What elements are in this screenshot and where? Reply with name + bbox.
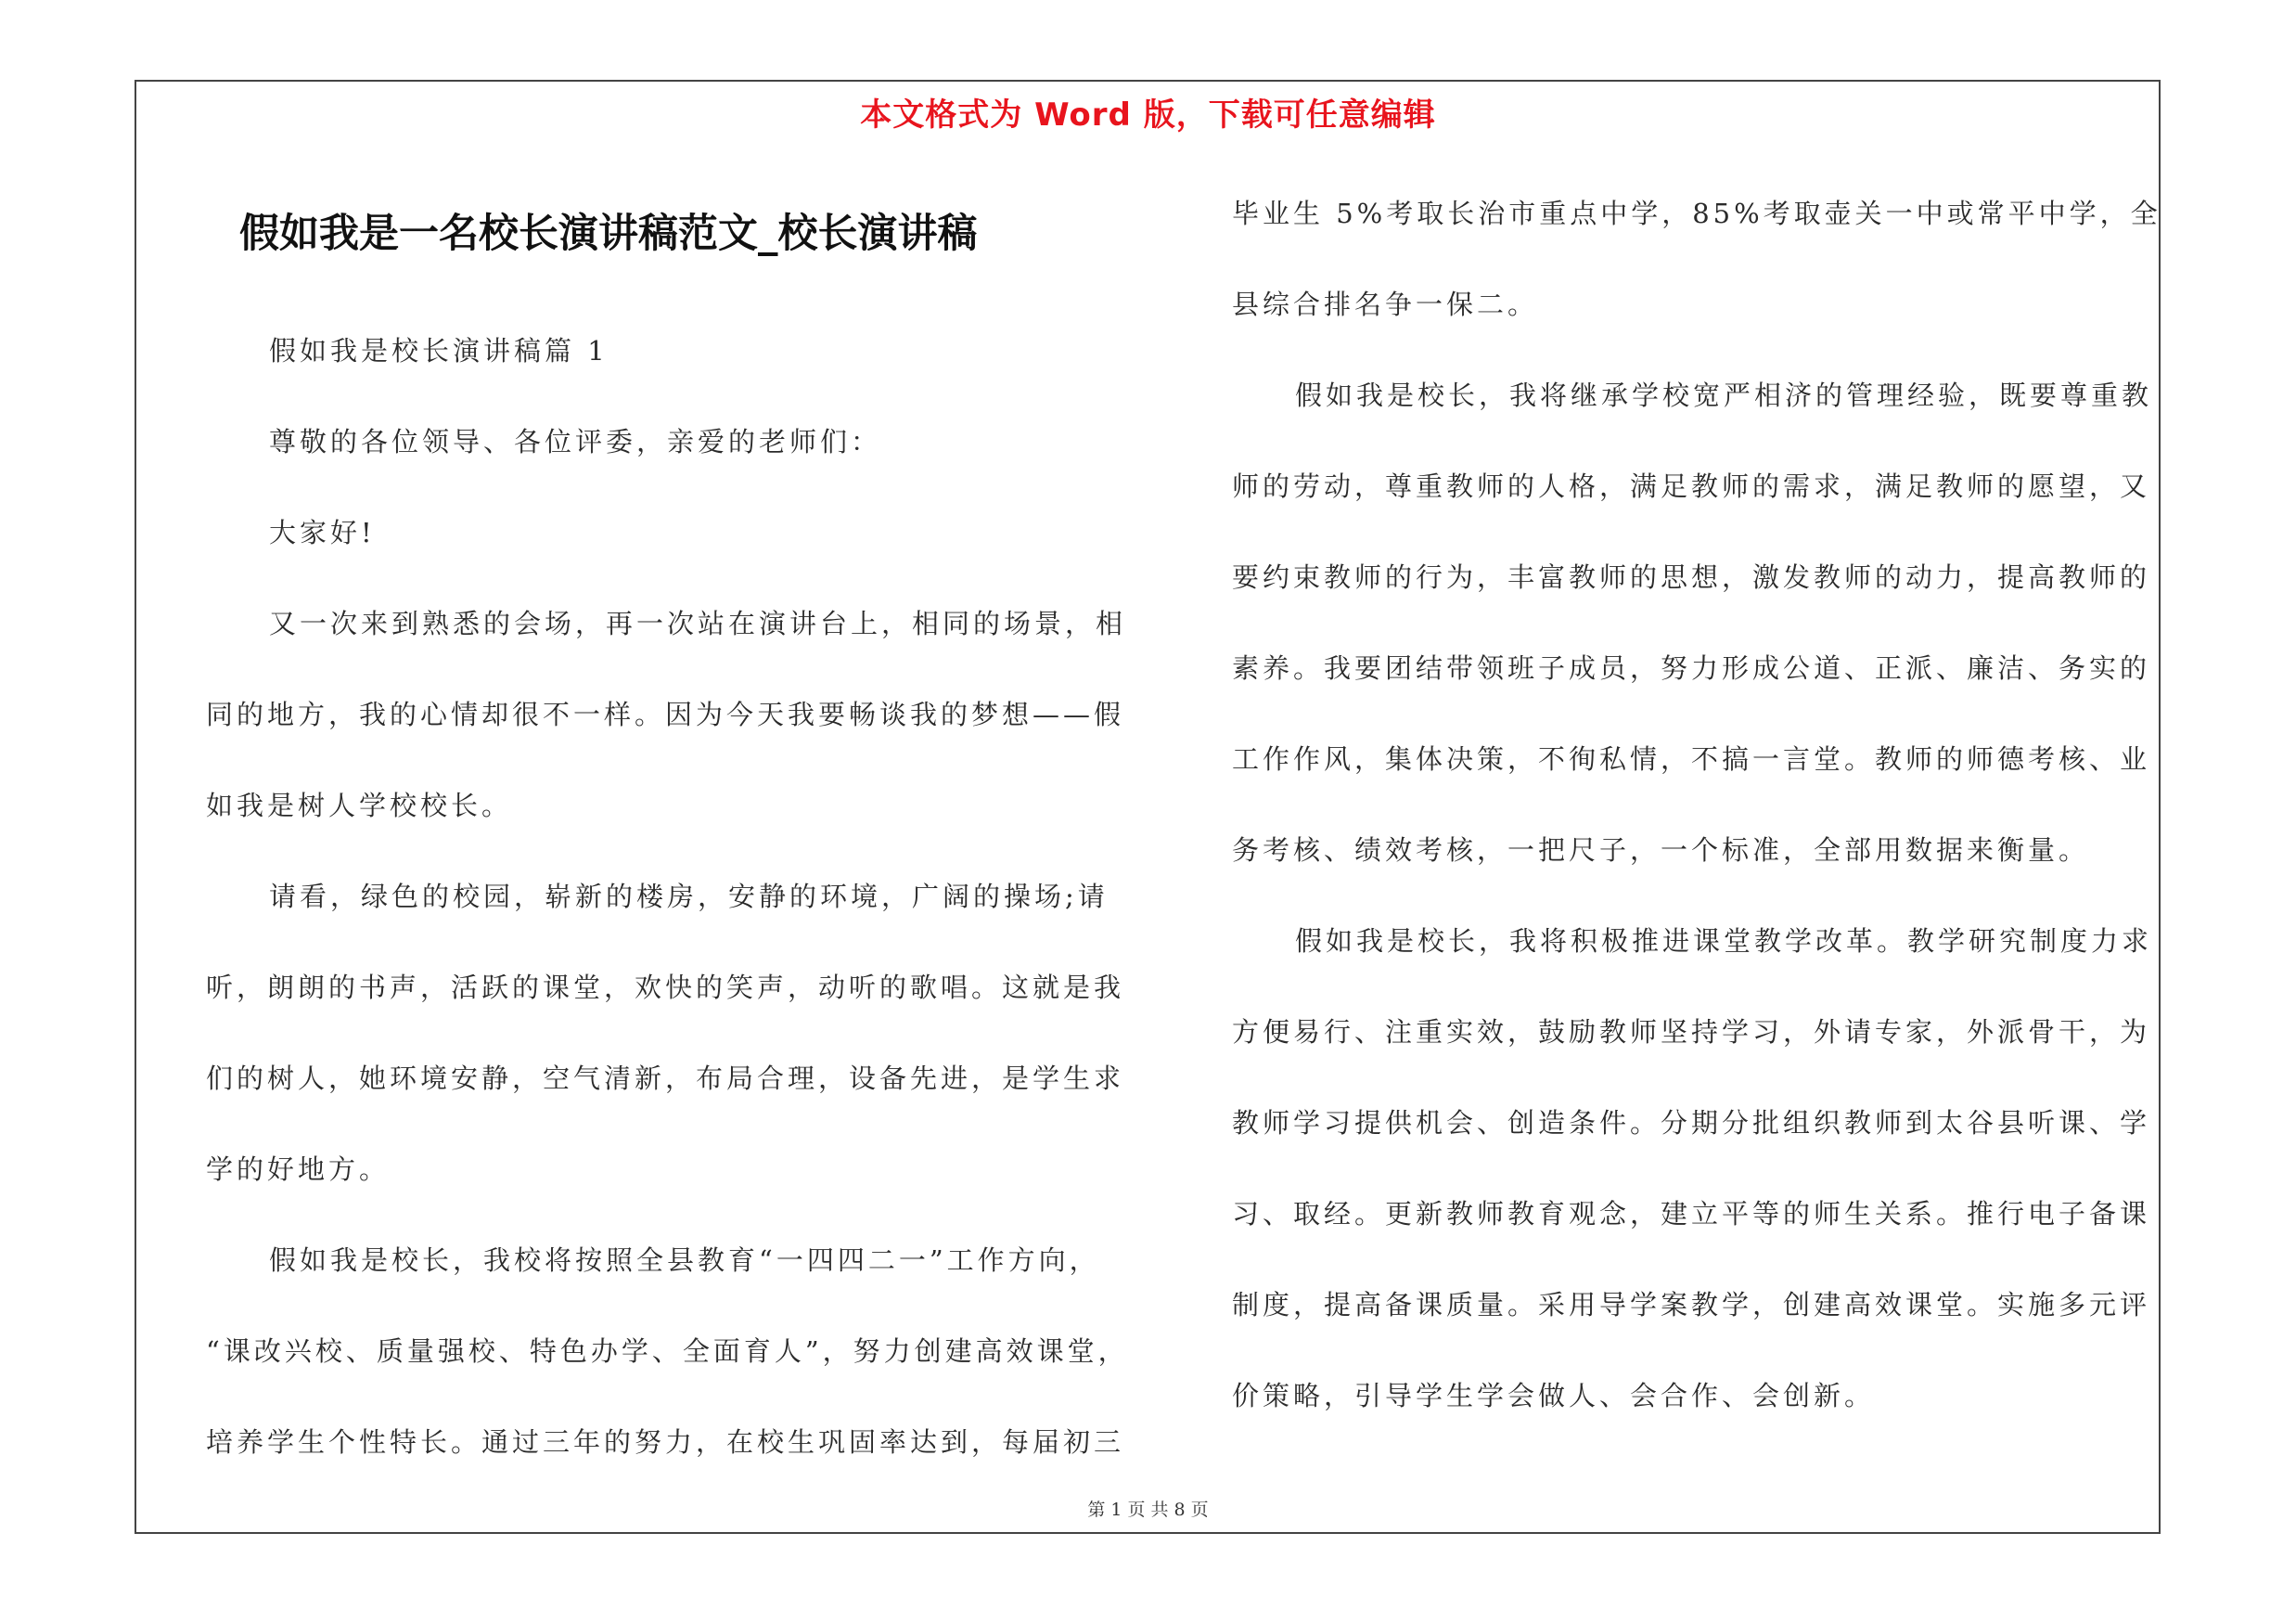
right-line: 习、取经。更新教师教育观念，建立平等的师生关系。推行电子备课 [1232, 1198, 2151, 1230]
left-line: 如我是树人学校校长。 [206, 790, 513, 821]
left-line: 假如我是校长，我校将按照全县教育“一四四二一”工作方向， [269, 1244, 1100, 1276]
right-line: 方便易行、注重实效，鼓励教师坚持学习，外请专家，外派骨干，为 [1232, 1016, 2151, 1048]
right-line: 工作作风，集体决策，不徇私情，不搞一言堂。教师的师德考核、业 [1232, 743, 2151, 775]
right-line: 师的劳动，尊重教师的人格，满足教师的需求，满足教师的愿望，又 [1232, 470, 2151, 502]
right-line: 假如我是校长，我将继承学校宽严相济的管理经验，既要尊重教 [1295, 380, 2153, 411]
document-title: 假如我是一名校长演讲稿范文_校长演讲稿 [239, 211, 978, 257]
right-line: 务考核、绩效考核，一把尺子，一个标准，全部用数据来衡量。 [1232, 834, 2090, 866]
left-line: 又一次来到熟悉的会场，再一次站在演讲台上，相同的场景，相 [269, 608, 1127, 639]
page-footer: 第 1 页 共 8 页 [1087, 1500, 1209, 1520]
left-line: 大家好! [269, 517, 376, 548]
word-format-banner: 本文格式为 Word 版，下载可任意编辑 [860, 97, 1436, 134]
right-line: 素养。我要团结带领班子成员，努力形成公道、正派、廉洁、务实的 [1232, 652, 2151, 684]
right-line: 要约束教师的行为，丰富教师的思想，激发教师的动力，提高教师的 [1232, 561, 2151, 593]
left-line: 同的地方，我的心情却很不一样。因为今天我要畅谈我的梦想——假 [206, 699, 1125, 730]
left-line: 听，朗朗的书声，活跃的课堂，欢快的笑声，动听的歌唱。这就是我 [206, 972, 1125, 1003]
left-line: 尊敬的各位领导、各位评委，亲爱的老师们： [269, 426, 882, 457]
left-line: 假如我是校长演讲稿篇 1 [269, 335, 609, 367]
left-line: “课改兴校、质量强校、特色办学、全面育人”，努力创建高效课堂， [206, 1335, 1129, 1367]
right-line: 假如我是校长，我将积极推进课堂教学改革。教学研究制度力求 [1295, 925, 2153, 957]
right-line: 毕业生 5%考取长治市重点中学，85%考取壶关一中或常平中学，全 [1232, 198, 2161, 229]
right-line: 价策略，引导学生学会做人、会合作、会创新。 [1232, 1380, 1876, 1411]
right-line: 教师学习提供机会、创造条件。分期分批组织教师到太谷县听课、学 [1232, 1107, 2151, 1139]
left-line: 培养学生个性特长。通过三年的努力，在校生巩固率达到，每届初三 [206, 1426, 1125, 1458]
left-line: 学的好地方。 [206, 1153, 391, 1185]
right-line: 县综合排名争一保二。 [1232, 289, 1539, 320]
right-line: 制度，提高备课质量。采用导学案教学，创建高效课堂。实施多元评 [1232, 1289, 2151, 1320]
left-line: 请看，绿色的校园，崭新的楼房，安静的环境，广阔的操场;请 [269, 881, 1109, 912]
left-line: 们的树人，她环境安静，空气清新，布局合理，设备先进，是学生求 [206, 1063, 1125, 1094]
